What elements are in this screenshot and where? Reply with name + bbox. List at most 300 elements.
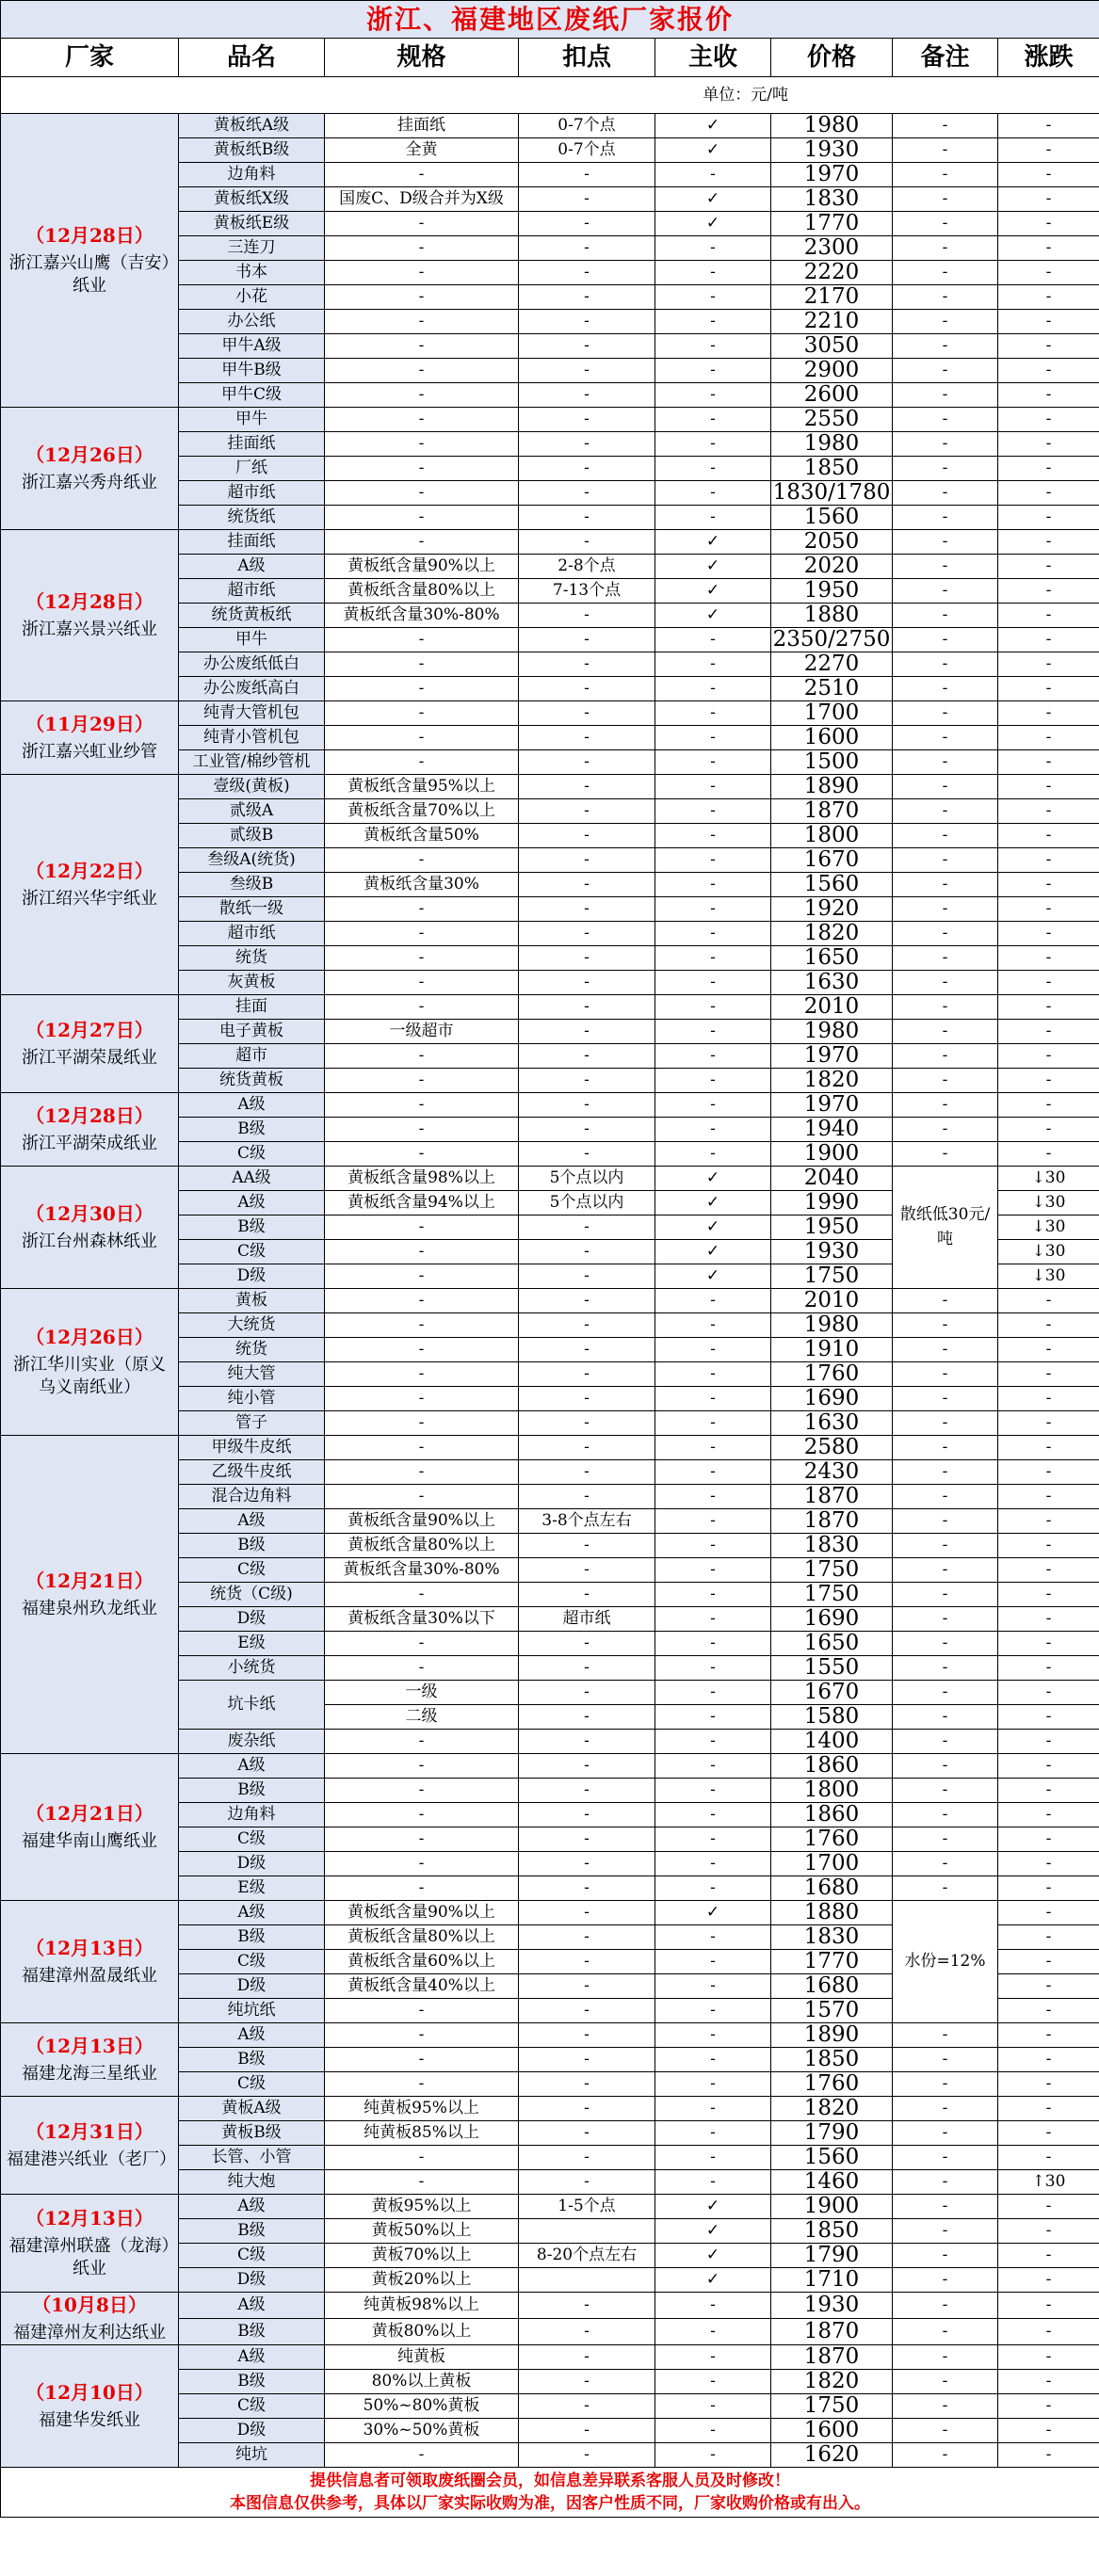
main-cell: -	[655, 1436, 771, 1460]
spec-cell: -	[325, 408, 519, 432]
deduction-cell: -	[519, 995, 655, 1020]
product-cell: 乙级牛皮纸	[179, 1460, 325, 1485]
price-cell: 1670	[771, 848, 893, 873]
remark-cell: -	[893, 138, 998, 163]
change-cell: -	[998, 1069, 1099, 1093]
price-cell: 1790	[771, 2121, 893, 2146]
factory-name: 福建漳州联盛（龙海）纸业	[8, 2235, 170, 2278]
spec-cell: -	[325, 1264, 519, 1289]
remark-cell: -	[893, 824, 998, 848]
product-cell: AA级	[179, 1167, 325, 1191]
change-cell: -	[998, 457, 1099, 481]
price-cell: 1690	[771, 1607, 893, 1632]
factory-cell	[1, 1901, 179, 2023]
product-cell: E级	[179, 1876, 325, 1901]
price-cell: 1400	[771, 1730, 893, 1754]
change-cell: -	[998, 2394, 1099, 2419]
price-cell: 2210	[771, 310, 893, 334]
change-cell: -	[998, 506, 1099, 530]
product-cell: 挂面纸	[179, 530, 325, 555]
product-cell: B级	[179, 1216, 325, 1240]
spec-cell: -	[325, 652, 519, 677]
change-cell: -	[998, 555, 1099, 579]
factory-cell	[1, 1167, 179, 1289]
spec-cell: -	[325, 236, 519, 261]
remark-cell: -	[893, 701, 998, 726]
factory-name: 福建泉州玖龙纸业	[22, 1598, 157, 1618]
table-row	[1, 2097, 1099, 2121]
price-cell: 1940	[771, 1118, 893, 1142]
header-row	[1, 39, 1099, 77]
main-cell: ✓	[655, 530, 771, 555]
deduction-cell: -	[519, 383, 655, 408]
deduction-cell: -	[519, 1730, 655, 1754]
footer-line-1: 提供信息者可领取废纸圈会员，如信息差异联系客服人员及时修改！	[310, 2471, 790, 2490]
deduction-cell: 5个点以内	[519, 1167, 655, 1191]
spec-cell: 纯黄板85%以上	[325, 2121, 519, 2146]
spec-cell: 黄板纸含量80%以上	[325, 1925, 519, 1950]
change-cell: -	[998, 1044, 1099, 1069]
deduction-cell: -	[519, 1460, 655, 1485]
deduction-cell: -	[519, 2097, 655, 2121]
spec-cell: -	[325, 2072, 519, 2097]
deduction-cell: -	[519, 1754, 655, 1779]
spec-cell: -	[325, 2170, 519, 2195]
table-row	[1, 1167, 1099, 1191]
price-cell: 1690	[771, 1387, 893, 1411]
change-cell: -	[998, 628, 1099, 652]
price-cell: 2350/2750	[771, 628, 893, 652]
remark-cell: -	[893, 555, 998, 579]
spec-cell: -	[325, 628, 519, 652]
main-cell: -	[655, 1730, 771, 1754]
spec-cell: -	[325, 1827, 519, 1852]
product-cell: 统货（C级)	[179, 1583, 325, 1607]
deduction-cell: -	[519, 2319, 655, 2345]
factory-cell	[1, 408, 179, 530]
spec-cell: 纯黄板98%以上	[325, 2293, 519, 2319]
price-cell: 1750	[771, 2394, 893, 2419]
deduction-cell: -	[519, 1485, 655, 1509]
spec-cell: -	[325, 1632, 519, 1656]
change-cell: -	[998, 187, 1099, 212]
spec-cell: -	[325, 1338, 519, 1362]
remark-cell: -	[893, 1289, 998, 1313]
product-cell: B级	[179, 1118, 325, 1142]
product-cell: 甲牛	[179, 628, 325, 652]
spec-cell: 黄板纸含量90%以上	[325, 1509, 519, 1534]
main-cell: -	[655, 995, 771, 1020]
change-cell: -	[998, 114, 1099, 138]
product-cell: 贰级B	[179, 824, 325, 848]
spec-cell: -	[325, 1754, 519, 1779]
main-cell: -	[655, 1779, 771, 1803]
change-cell: -	[998, 2268, 1099, 2293]
product-cell: 贰级A	[179, 799, 325, 824]
spec-cell: -	[325, 897, 519, 922]
main-cell: ✓	[655, 1216, 771, 1240]
change-cell: -	[998, 1583, 1099, 1607]
product-cell: 灰黄板	[179, 971, 325, 995]
table-row	[1, 2195, 1099, 2219]
product-cell: C级	[179, 2394, 325, 2419]
product-cell: 黄板	[179, 1289, 325, 1313]
change-cell: -	[998, 2072, 1099, 2097]
product-cell: 甲牛A级	[179, 334, 325, 359]
spec-cell: -	[325, 1362, 519, 1387]
deduction-cell: 2-8个点	[519, 555, 655, 579]
spec-cell: -	[325, 1118, 519, 1142]
deduction-cell: -	[519, 1142, 655, 1167]
main-cell: -	[655, 1852, 771, 1876]
deduction-cell: -	[519, 1289, 655, 1313]
price-cell: 1760	[771, 2072, 893, 2097]
factory-name: 福建漳州友利达纸业	[13, 2323, 166, 2343]
remark-cell: -	[893, 2419, 998, 2443]
change-cell: -	[998, 897, 1099, 922]
main-cell: -	[655, 310, 771, 334]
spec-cell: 黄板20%以上	[325, 2268, 519, 2293]
main-cell: -	[655, 1387, 771, 1411]
price-cell: 2270	[771, 652, 893, 677]
deduction-cell: -	[519, 212, 655, 236]
spec-cell: 黄板95%以上	[325, 2195, 519, 2219]
product-cell: 甲牛C级	[179, 383, 325, 408]
price-cell: 3050	[771, 334, 893, 359]
price-cell: 1800	[771, 1779, 893, 1803]
change-cell: -	[998, 824, 1099, 848]
change-cell: -	[998, 1436, 1099, 1460]
product-cell: E级	[179, 1632, 325, 1656]
spec-cell: 黄板50%以上	[325, 2219, 519, 2244]
price-cell: 1900	[771, 1142, 893, 1167]
factory-name: 浙江平湖荣晟纸业	[22, 1047, 157, 1068]
price-cell: 2170	[771, 285, 893, 310]
main-cell: -	[655, 2097, 771, 2121]
remark-cell: -	[893, 848, 998, 873]
product-cell: 工业管/棉纱管机	[179, 750, 325, 775]
change-cell: -	[998, 530, 1099, 555]
product-cell: A级	[179, 1509, 325, 1534]
deduction-cell: -	[519, 1950, 655, 1974]
price-cell: 1550	[771, 1656, 893, 1681]
main-cell: -	[655, 432, 771, 457]
table-row	[1, 114, 1099, 138]
price-cell: 1700	[771, 701, 893, 726]
main-cell: -	[655, 1656, 771, 1681]
price-cell: 1850	[771, 2048, 893, 2072]
product-cell: 纯坑	[179, 2443, 325, 2468]
price-cell: 1560	[771, 873, 893, 897]
spec-cell: 一级	[325, 1681, 519, 1705]
remark-cell: -	[893, 2293, 998, 2319]
remark-cell: -	[893, 1827, 998, 1852]
price-cell: 1860	[771, 1803, 893, 1827]
main-cell: -	[655, 2419, 771, 2443]
change-cell: -	[998, 701, 1099, 726]
spec-cell: -	[325, 1876, 519, 1901]
deduction-cell: -	[519, 628, 655, 652]
price-cell: 1680	[771, 1876, 893, 1901]
product-cell: B级	[179, 2048, 325, 2072]
change-cell: -	[998, 1730, 1099, 1754]
change-cell: -	[998, 1411, 1099, 1436]
factory-date: （12月31日）	[25, 2119, 154, 2143]
main-cell: ✓	[655, 1240, 771, 1264]
price-cell: 1980	[771, 114, 893, 138]
main-cell: -	[655, 1313, 771, 1338]
change-cell: -	[998, 1705, 1099, 1730]
change-cell: -	[998, 1852, 1099, 1876]
change-cell: -	[998, 285, 1099, 310]
price-cell: 1600	[771, 2419, 893, 2443]
product-cell: 黄板纸A级	[179, 114, 325, 138]
product-cell: B级	[179, 1779, 325, 1803]
spec-cell: 黄板纸含量90%以上	[325, 555, 519, 579]
main-cell: -	[655, 2345, 771, 2370]
main-cell: -	[655, 1632, 771, 1656]
deduction-cell: -	[519, 1387, 655, 1411]
product-cell: 三连刀	[179, 236, 325, 261]
product-cell: 统货黄板	[179, 1069, 325, 1093]
change-cell: -	[998, 1362, 1099, 1387]
table-row	[1, 1436, 1099, 1460]
remark-cell: -	[893, 1705, 998, 1730]
price-cell: 2010	[771, 1289, 893, 1313]
main-cell: -	[655, 1754, 771, 1779]
price-cell: 1500	[771, 750, 893, 775]
remark-cell: -	[893, 775, 998, 799]
deduction-cell: -	[519, 1264, 655, 1289]
factory-cell	[1, 1289, 179, 1436]
factory-cell	[1, 2345, 179, 2468]
product-cell: D级	[179, 1607, 325, 1632]
spec-cell: -	[325, 457, 519, 481]
change-cell: -	[998, 2244, 1099, 2268]
header-factory: 厂家	[1, 39, 179, 77]
main-cell: -	[655, 1289, 771, 1313]
spec-cell: 黄板纸含量90%以上	[325, 1901, 519, 1925]
product-cell: 统货	[179, 1338, 325, 1362]
change-cell: -	[998, 2146, 1099, 2170]
change-cell: -	[998, 1338, 1099, 1362]
factory-name: 浙江嘉兴山鹰（吉安）纸业	[8, 252, 170, 296]
price-cell: 1830	[771, 187, 893, 212]
change-cell: -	[998, 1509, 1099, 1534]
spec-cell: -	[325, 359, 519, 383]
change-cell: -	[998, 1779, 1099, 1803]
change-cell: -	[998, 2293, 1099, 2319]
change-cell: -	[998, 1558, 1099, 1583]
factory-name: 福建华南山鹰纸业	[22, 1830, 157, 1851]
change-cell: -	[998, 750, 1099, 775]
change-cell: -	[998, 1485, 1099, 1509]
price-cell: 2430	[771, 1460, 893, 1485]
product-cell: B级	[179, 2219, 325, 2244]
product-cell: B级	[179, 2370, 325, 2394]
deduction-cell: -	[519, 1093, 655, 1118]
change-cell: -	[998, 2097, 1099, 2121]
deduction-cell: -	[519, 1705, 655, 1730]
product-cell: A级	[179, 1093, 325, 1118]
product-cell: B级	[179, 2319, 325, 2345]
change-cell: ↓30	[998, 1240, 1099, 1264]
product-cell: 办公废纸低白	[179, 652, 325, 677]
main-cell: -	[655, 971, 771, 995]
product-cell: 超市纸	[179, 481, 325, 506]
spec-cell: -	[325, 2443, 519, 2468]
spec-cell: 50%~80%黄板	[325, 2394, 519, 2419]
remark-cell: -	[893, 506, 998, 530]
remark-cell: -	[893, 457, 998, 481]
spec-cell: -	[325, 1289, 519, 1313]
deduction-cell: -	[519, 1656, 655, 1681]
main-cell: -	[655, 261, 771, 285]
remark-cell: -	[893, 1803, 998, 1827]
product-cell: 散纸一级	[179, 897, 325, 922]
product-cell: A级	[179, 2023, 325, 2048]
table-row	[1, 995, 1099, 1020]
deduction-cell: -	[519, 2345, 655, 2370]
change-cell: -	[998, 726, 1099, 750]
change-cell: -	[998, 652, 1099, 677]
spec-cell: 黄板纸含量95%以上	[325, 775, 519, 799]
spec-cell: -	[325, 1779, 519, 1803]
table-row	[1, 2293, 1099, 2319]
price-cell: 1870	[771, 1509, 893, 1534]
change-cell: -	[998, 334, 1099, 359]
factory-cell	[1, 701, 179, 775]
remark-cell: -	[893, 2219, 998, 2244]
spec-cell: -	[325, 726, 519, 750]
product-cell: 废杂纸	[179, 1730, 325, 1754]
main-cell: -	[655, 1705, 771, 1730]
main-cell: ✓	[655, 138, 771, 163]
remark-cell: -	[893, 971, 998, 995]
factory-cell	[1, 1754, 179, 1901]
main-cell: -	[655, 1142, 771, 1167]
deduction-cell: -	[519, 310, 655, 334]
remark-cell: -	[893, 1876, 998, 1901]
remark-cell: -	[893, 261, 998, 285]
product-cell: 大统货	[179, 1313, 325, 1338]
main-cell: -	[655, 1876, 771, 1901]
change-cell: -	[998, 2370, 1099, 2394]
deduction-cell: -	[519, 1632, 655, 1656]
main-cell: ✓	[655, 1191, 771, 1216]
main-cell: -	[655, 677, 771, 701]
main-cell: -	[655, 946, 771, 971]
remark-cell: -	[893, 750, 998, 775]
footer-row	[1, 2468, 1099, 2518]
change-cell: -	[998, 2048, 1099, 2072]
remark-cell: -	[893, 677, 998, 701]
spec-cell: -	[325, 750, 519, 775]
product-cell: C级	[179, 1558, 325, 1583]
spec-cell: 黄板纸含量70%以上	[325, 799, 519, 824]
spec-cell: -	[325, 1142, 519, 1167]
change-cell: -	[998, 1632, 1099, 1656]
price-cell: 1870	[771, 799, 893, 824]
price-cell: 1930	[771, 138, 893, 163]
price-cell: 1560	[771, 2146, 893, 2170]
spec-cell: 挂面纸	[325, 114, 519, 138]
product-cell: 超市	[179, 1044, 325, 1069]
remark-cell: -	[893, 481, 998, 506]
deduction-cell: -	[519, 530, 655, 555]
main-cell: -	[655, 1338, 771, 1362]
factory-name: 浙江华川实业（原义乌义南纸业）	[13, 1354, 166, 1397]
price-cell: 1830/1780	[771, 481, 893, 506]
main-cell: -	[655, 1607, 771, 1632]
deduction-cell: -	[519, 1216, 655, 1240]
spec-cell: 纯黄板	[325, 2345, 519, 2370]
price-cell: 1830	[771, 1925, 893, 1950]
spec-cell: -	[325, 1730, 519, 1754]
factory-date: （12月13日）	[25, 2034, 154, 2057]
spec-cell: -	[325, 1069, 519, 1093]
deduction-cell: 5个点以内	[519, 1191, 655, 1216]
table-row	[1, 408, 1099, 432]
change-cell: ↓30	[998, 1264, 1099, 1289]
remark-cell: -	[893, 1779, 998, 1803]
deduction-cell: -	[519, 359, 655, 383]
deduction-cell: -	[519, 334, 655, 359]
change-cell: -	[998, 995, 1099, 1020]
spec-cell: -	[325, 2023, 519, 2048]
change-cell: -	[998, 1460, 1099, 1485]
price-cell: 1820	[771, 922, 893, 946]
product-cell: 电子黄板	[179, 1020, 325, 1044]
deduction-cell: -	[519, 2048, 655, 2072]
product-cell: D级	[179, 2419, 325, 2443]
product-cell: D级	[179, 2268, 325, 2293]
deduction-cell: -	[519, 1534, 655, 1558]
deduction-cell: -	[519, 1876, 655, 1901]
product-cell: 黄板B级	[179, 2121, 325, 2146]
change-cell: -	[998, 2219, 1099, 2244]
spec-cell: 黄板纸含量80%以上	[325, 579, 519, 604]
remark-cell: -	[893, 212, 998, 236]
price-cell: 1870	[771, 2345, 893, 2370]
factory-date: （11月29日）	[25, 712, 154, 735]
remark-cell: -	[893, 432, 998, 457]
price-cell: 1710	[771, 2268, 893, 2293]
main-cell: -	[655, 1362, 771, 1387]
change-cell: -	[998, 2121, 1099, 2146]
price-cell: 1770	[771, 212, 893, 236]
remark-cell: -	[893, 1558, 998, 1583]
product-cell: A级	[179, 2345, 325, 2370]
change-cell: -	[998, 212, 1099, 236]
main-cell: ✓	[655, 1901, 771, 1925]
deduction-cell: -	[519, 701, 655, 726]
deduction-cell: -	[519, 2072, 655, 2097]
price-cell: 1970	[771, 1044, 893, 1069]
price-cell: 1850	[771, 2219, 893, 2244]
main-cell: -	[655, 506, 771, 530]
main-cell: ✓	[655, 604, 771, 628]
main-cell: -	[655, 1925, 771, 1950]
change-cell: -	[998, 163, 1099, 187]
price-cell: 2300	[771, 236, 893, 261]
deduction-cell: -	[519, 922, 655, 946]
spec-cell: 黄板80%以上	[325, 2319, 519, 2345]
change-cell: -	[998, 1827, 1099, 1852]
table-row	[1, 701, 1099, 726]
product-cell: 小花	[179, 285, 325, 310]
change-cell: -	[998, 1754, 1099, 1779]
